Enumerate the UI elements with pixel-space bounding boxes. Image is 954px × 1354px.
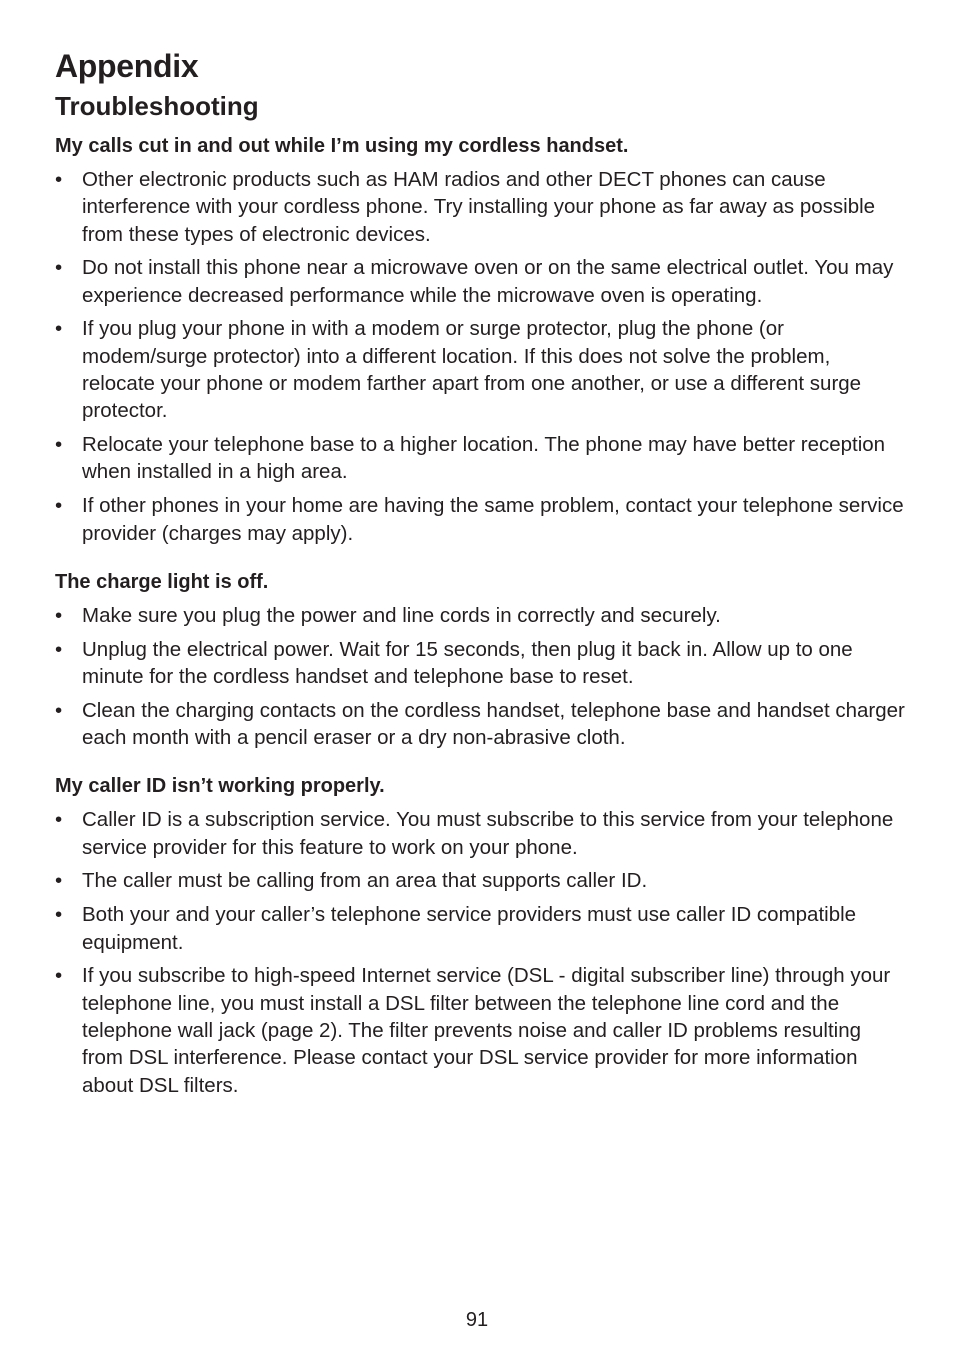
section-heading: My calls cut in and out while I’m using my cordless handset. bbox=[55, 135, 629, 157]
bullet-icon: • bbox=[55, 903, 63, 927]
bullet-item bbox=[55, 636, 905, 691]
bullet-list bbox=[55, 602, 905, 751]
bullet-icon: • bbox=[55, 256, 63, 280]
bullet-text: The caller must be calling from an area that supports caller ID. bbox=[82, 869, 648, 893]
bullet-icon: • bbox=[55, 698, 63, 722]
bullet-list bbox=[55, 806, 905, 1098]
section-heading: My caller ID isn’t working properly. bbox=[55, 775, 385, 798]
bullet-text: If other phones in your home are having the same problem, contact your telephone service provider (charges may apply). bbox=[82, 494, 904, 545]
bullet-text: If you subscribe to high-speed Internet service (DSL - digital subscriber line) through your telephone line, you must install a DSL filter between the telephone line cord and the telephone wall jack (page 2). The filter prevents noise and caller ID problems resulting from DSL interference. Please contact your DSL service provider for more information about DSL filters. bbox=[82, 964, 891, 1097]
bullet-icon: • bbox=[55, 964, 63, 988]
bullet-item bbox=[55, 697, 905, 752]
bullet-icon: • bbox=[55, 869, 63, 893]
bullet-icon: • bbox=[55, 808, 63, 832]
bullet-item bbox=[55, 431, 905, 486]
bullet-item bbox=[55, 492, 905, 547]
bullet-item bbox=[55, 962, 905, 1098]
bullet-icon: • bbox=[55, 603, 63, 627]
section-caller-id bbox=[55, 773, 905, 1098]
bullet-text: Do not install this phone near a microwave oven or on the same electrical outlet. You may experience decreased performance while the microwave oven is operating. bbox=[82, 256, 894, 307]
bullet-text: Relocate your telephone base to a higher location. The phone may have better reception when installed in a high area. bbox=[82, 433, 886, 484]
bullet-item bbox=[55, 166, 905, 248]
bullet-text: Other electronic products such as HAM radios and other DECT phones can cause interference with your cordless phone. Try installing your phone as far away as possible from these types of electronic devices. bbox=[82, 168, 876, 246]
bullet-icon: • bbox=[55, 168, 63, 191]
bullet-text: Clean the charging contacts on the cordless handset, telephone base and handset charger each month with a pencil eraser or a dry non-abrasive cloth. bbox=[82, 698, 905, 750]
bullet-icon: • bbox=[55, 317, 63, 341]
bullet-text: Caller ID is a subscription service. You must subscribe to this service from your telephone service provider for this feature to work on your phone. bbox=[82, 808, 894, 859]
bullet-item bbox=[55, 867, 905, 894]
bullet-item bbox=[55, 254, 905, 309]
bullet-item bbox=[55, 806, 905, 861]
bullet-list bbox=[55, 166, 905, 547]
page-title: Appendix bbox=[55, 48, 199, 84]
bullet-item bbox=[55, 901, 905, 956]
bullet-icon: • bbox=[55, 494, 63, 518]
page-number: 91 bbox=[465, 1309, 489, 1331]
bullet-text: Both your and your caller’s telephone service providers must use caller ID compatible equipment. bbox=[82, 903, 857, 954]
section-title-troubleshooting: Troubleshooting bbox=[55, 91, 259, 121]
bullet-text: If you plug your phone in with a modem or surge protector, plug the phone (or modem/surge protector) into a different location. If this does not solve the problem, relocate your phone or modem farther apart from one another, or use a different surge protector. bbox=[82, 317, 862, 423]
page-content bbox=[55, 46, 905, 1105]
bullet-icon: • bbox=[55, 637, 63, 661]
bullet-item bbox=[55, 315, 905, 424]
section-charge-light-off bbox=[55, 569, 905, 751]
bullet-text: Make sure you plug the power and line cords in correctly and securely. bbox=[82, 603, 721, 627]
section-calls-cut-out bbox=[55, 133, 905, 547]
bullet-item bbox=[55, 602, 905, 629]
bullet-icon: • bbox=[55, 433, 63, 457]
section-heading: The charge light is off. bbox=[55, 570, 269, 593]
bullet-text: Unplug the electrical power. Wait for 15 seconds, then plug it back in. Allow up to one minute for the cordless handset and telephone base to reset. bbox=[82, 637, 853, 688]
